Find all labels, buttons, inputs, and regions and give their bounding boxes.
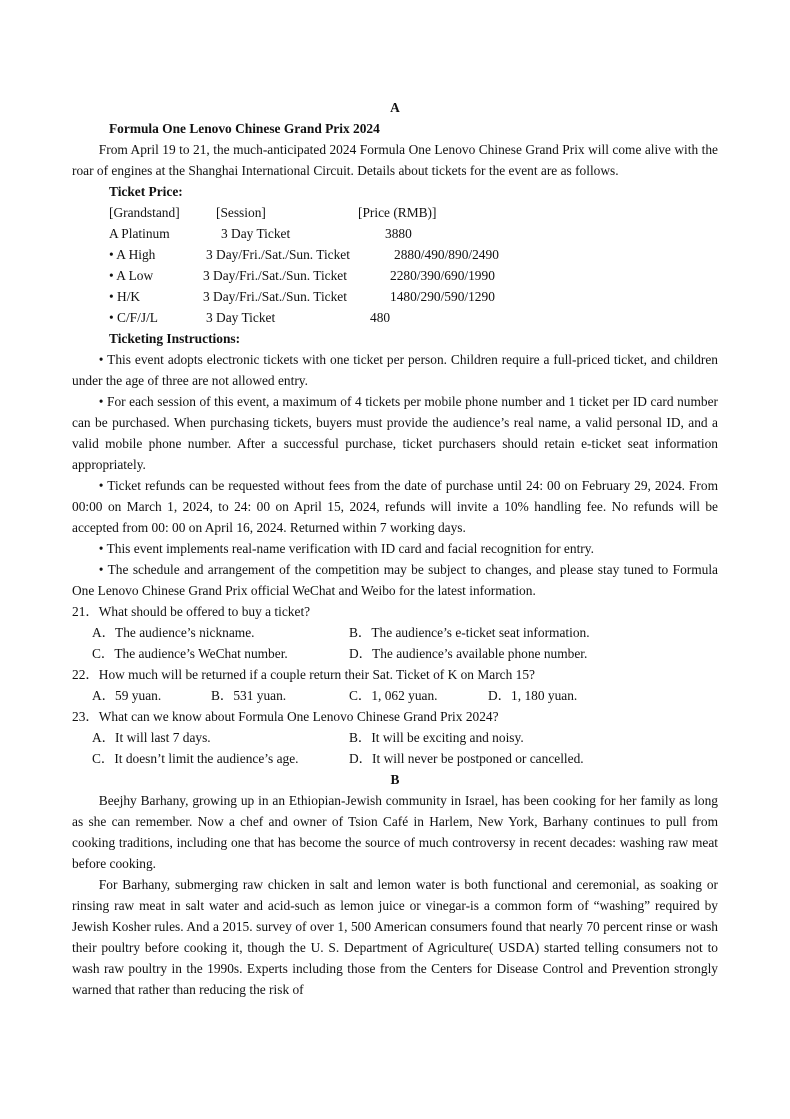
option-b[interactable]: B．531 yuan. [211, 688, 287, 703]
instruction-item: • This event adopts electronic tickets with one ticket per person. Children require a full-priced ticket, and children under the age of three are not allowed entry. [72, 352, 718, 388]
instruction-item: • For each session of this event, a maximum of 4 tickets per mobile phone number and 1 ticket per ID card number can be purchased. When purchasing tickets, buyers must provide the audience’s real name, a valid personal ID, and a valid mobile phone number. After a successful purchase, ticket purchasers should retain e-ticket seat information appropriately. [72, 394, 718, 472]
ticket-row [72, 265, 718, 286]
option-c[interactable]: C．The audience’s WeChat number. [92, 646, 288, 661]
row-stand: • H/K [109, 289, 141, 304]
question-23-options-row1 [72, 727, 718, 748]
header-session: [Session] [216, 205, 266, 220]
option-c[interactable]: C．It doesn’t limit the audience’s age. [92, 751, 299, 766]
passage-a-title: Formula One Lenovo Chinese Grand Prix 2024 [109, 121, 380, 136]
header-grandstand: [Grandstand] [109, 205, 180, 220]
ticket-table-header [72, 202, 718, 223]
ticket-price-heading: Ticket Price: [109, 184, 183, 199]
row-price: 2280/390/690/1990 [390, 268, 495, 283]
passage-a-label: A [390, 100, 400, 115]
row-stand: • A Low [109, 268, 154, 283]
question-21-stem: 21．What should be offered to buy a ticket? [72, 604, 311, 619]
row-stand: • C/F/J/L [109, 310, 158, 325]
ticket-row [72, 244, 718, 265]
option-d[interactable]: D．1, 180 yuan. [488, 688, 578, 703]
instruction-item: • This event implements real-name verification with ID card and facial recognition for entry. [98, 541, 594, 556]
ticket-row [72, 223, 718, 244]
option-b[interactable]: B．The audience’s e-ticket seat information. [349, 625, 590, 640]
option-b[interactable]: B．It will be exciting and noisy. [349, 730, 524, 745]
row-price: 1480/290/590/1290 [390, 289, 495, 304]
ticket-row [72, 286, 718, 307]
passage-b-label: B [390, 772, 400, 787]
row-price: 3880 [385, 226, 412, 241]
option-a[interactable]: A．It will last 7 days. [92, 730, 211, 745]
row-price: 480 [370, 310, 391, 325]
passage-b-paragraph: Beejhy Barhany, growing up in an Ethiopian-Jewish community in Israel, has been cooking for her family as long as she can remember. Now a chef and owner of Tsion Café in Harlem, New York, Barhany continues to pull from cooking traditions, including one that has become the source of much controversy in recent decades: washing raw meat before cooking. [72, 793, 718, 871]
question-21-options-row2 [72, 643, 718, 664]
row-price: 2880/490/890/2490 [394, 247, 499, 262]
row-session: 3 Day/Fri./Sat./Sun. Ticket [203, 289, 347, 304]
passage-a-intro: From April 19 to 21, the much-anticipated 2024 Formula One Lenovo Chinese Grand Prix will come alive with the roar of engines at the Shanghai International Circuit. Details about tickets for the event are as follows. [72, 142, 718, 178]
option-d[interactable]: D．It will never be postponed or cancelled. [349, 751, 584, 766]
question-22-stem: 22．How much will be returned if a couple return their Sat. Ticket of K on March 15? [72, 667, 535, 682]
row-session: 3 Day Ticket [221, 226, 291, 241]
question-23-stem: 23．What can we know about Formula One Lenovo Chinese Grand Prix 2024? [72, 709, 499, 724]
question-21-options-row1 [72, 622, 718, 643]
instruction-item: • The schedule and arrangement of the competition may be subject to changes, and please stay tuned to Formula One Lenovo Chinese Grand Prix official WeChat and Weibo for the latest information. [72, 562, 718, 598]
option-a[interactable]: A．59 yuan. [92, 688, 162, 703]
row-session: 3 Day/Fri./Sat./Sun. Ticket [203, 268, 347, 283]
header-price: [Price (RMB)] [358, 205, 437, 220]
option-a[interactable]: A．The audience’s nickname. [92, 625, 255, 640]
row-stand: A Platinum [109, 226, 170, 241]
row-session: 3 Day Ticket [206, 310, 276, 325]
option-d[interactable]: D．The audience’s available phone number. [349, 646, 588, 661]
question-22-options [72, 685, 718, 706]
question-23-options-row2 [72, 748, 718, 769]
option-c[interactable]: C．1, 062 yuan. [349, 688, 438, 703]
row-session: 3 Day/Fri./Sat./Sun. Ticket [206, 247, 350, 262]
passage-b-paragraph: For Barhany, submerging raw chicken in salt and lemon water is both functional and ceremonial, as soaking or rinsing raw meat in salt water and acid-such as lemon juice or vinegar-is a common form of “washing” required by Jewish Kosher rules. And a 2015. survey of over 1, 500 American consumers found that nearly 70 percent rinse or wash their poultry before cooking it, though the U. S. Department of Agriculture( USDA) started telling consumers not to wash raw poultry in the 1990s. Experts including those from the Centers for Disease Control and Prevention strongly warned that rather than reducing the risk of [72, 877, 718, 997]
row-stand: • A High [109, 247, 156, 262]
instructions-heading: Ticketing Instructions: [109, 331, 241, 346]
document-page [72, 97, 718, 1000]
ticket-row [72, 307, 718, 328]
instruction-item: • Ticket refunds can be requested without fees from the date of purchase until 24: 00 on February 29, 2024. From 00:00 on March 1, 2024, to 24: 00 on April 15, 2024, refunds will invite a 10% handling fee. No refunds will be accepted from 00: 00 on April 16, 2024. Returned within 7 working days. [72, 478, 718, 535]
